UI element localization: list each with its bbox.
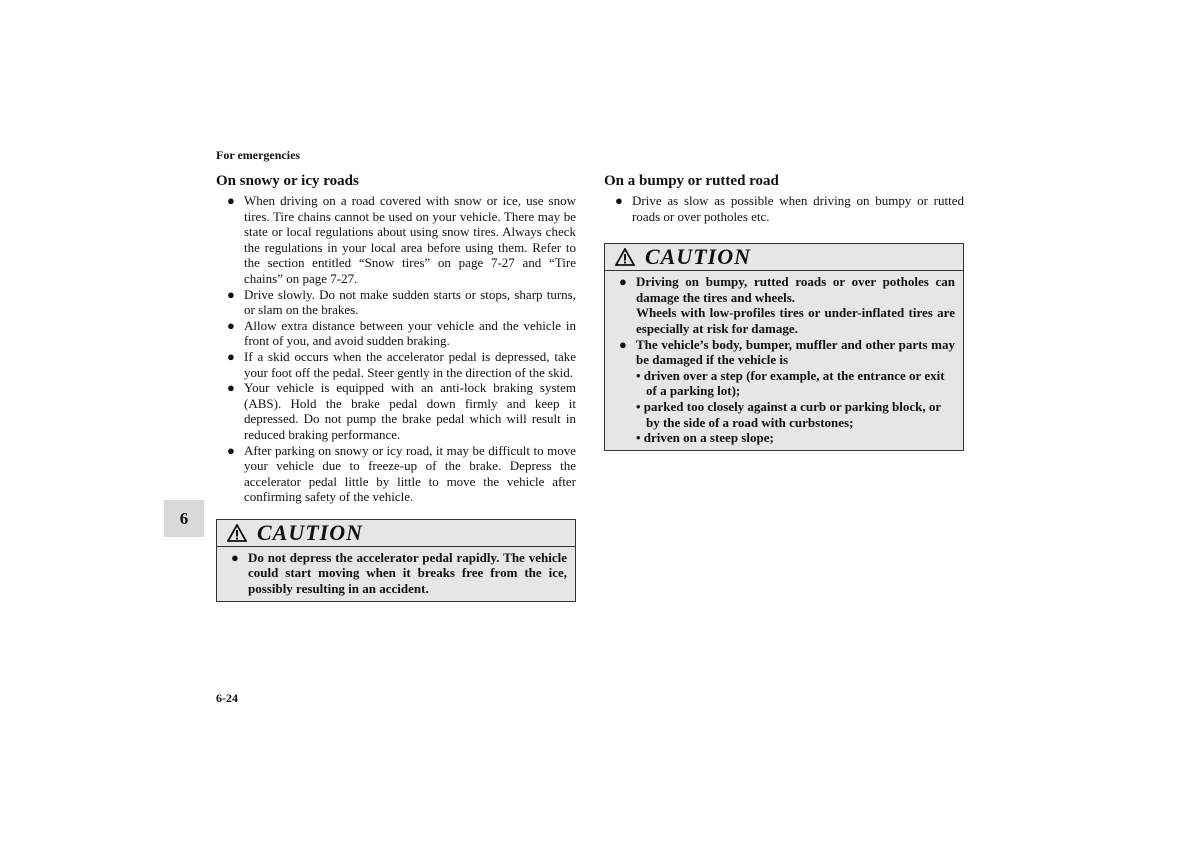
bullet-icon: ● [231, 549, 239, 565]
bullet-icon: ● [619, 274, 627, 290]
list-item: ● Your vehicle is equipped with an anti-lock braking system (ABS). Hold the brake pedal down firmly and keep it depressed. Do not pump the brake pedal which will result in reduced braking performance. [227, 380, 576, 442]
bumpy-roads-list [604, 193, 964, 224]
list-item: ● Do not depress the accelerator pedal rapidly. The vehicle could start moving when it breaks free from the ice, possibly resulting in an accident. [231, 549, 567, 597]
caution-box-right [604, 243, 964, 451]
sub-list-item: • parked too closely against a curb or parking block, or by the side of a road with curbstones; [636, 398, 941, 430]
sub-list-item: • driven over a step (for example, at the entrance or exit of a parking lot); [636, 367, 945, 399]
chapter-tab: 6 [164, 500, 204, 537]
bullet-icon: ● [227, 317, 235, 333]
list-item: ● Driving on bumpy, rutted roads or over potholes can damage the tires and wheels. Wheels with low-profiles tires or under-inflated tires are especially at risk for damage. [619, 274, 955, 336]
list-item: ● When driving on a road covered with snow or ice, use snow tires. Tire chains cannot be used on your vehicle. There may be state or local regulations about using snow tires. Always check the regulations in your local area before using them. Refer to the section entitled “Snow tires” on page 7-27 and “Tire chains” on page 7-27. [227, 193, 576, 286]
bullet-icon: ● [227, 348, 235, 364]
warning-triangle-icon [615, 248, 635, 266]
caution-body [217, 547, 575, 601]
caution-header [217, 520, 575, 547]
list-item: ● Allow extra distance between your vehicle and the vehicle in front of you, and avoid sudden braking. [227, 317, 576, 349]
left-column [216, 172, 576, 602]
page-number: 6-24 [216, 691, 238, 705]
caution-title: CAUTION [645, 244, 752, 270]
sub-list-item: • driven on a steep slope; [636, 430, 774, 446]
snowy-roads-list [216, 193, 576, 505]
caution-title: CAUTION [257, 519, 364, 545]
right-column [604, 172, 964, 451]
list-item: ● If a skid occurs when the accelerator pedal is depressed, take your foot off the pedal. Steer gently in the direction of the skid. [227, 348, 576, 380]
warning-triangle-icon [227, 524, 247, 542]
list-item: ● The vehicle’s body, bumper, muffler and other parts may be damaged if the vehicle is • driven over a step (for example, at the entrance or exit of a parking lot); • parked too closely against a curb or parking block, or by the side of a road with curbstones; • driven on a steep slope; [619, 336, 955, 446]
list-item: ● Drive slowly. Do not make sudden starts or stops, sharp turns, or slam on the brakes. [227, 286, 576, 318]
list-item: ● Drive as slow as possible when driving on bumpy or rutted roads or over potholes etc. [615, 193, 964, 224]
caution-box-left [216, 519, 576, 602]
bullet-icon: ● [227, 193, 235, 208]
list-item: ● After parking on snowy or icy road, it may be difficult to move your vehicle due to freeze-up of the brake. Depress the accelerator pedal little by little to move the vehicle after confirming safety of the vehicle. [227, 442, 576, 505]
bullet-icon: ● [227, 380, 235, 396]
caution-body [605, 271, 963, 450]
bumpy-roads-title: On a bumpy or rutted road [604, 173, 779, 189]
section-header: For emergencies [216, 148, 301, 162]
bullet-icon: ● [615, 193, 623, 208]
bullet-icon: ● [227, 286, 235, 302]
snowy-roads-title: On snowy or icy roads [216, 173, 359, 189]
bullet-icon: ● [227, 442, 235, 458]
bullet-icon: ● [619, 336, 627, 352]
caution-header [605, 244, 963, 271]
